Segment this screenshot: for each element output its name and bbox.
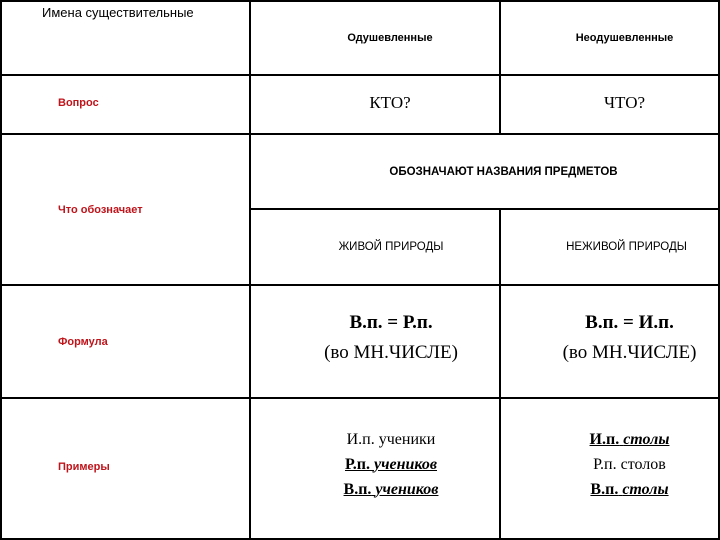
examples-animate [251, 399, 499, 538]
example-case: И.п. [346, 431, 375, 448]
example-case: В.п. [590, 481, 619, 498]
example-word: учеников [373, 456, 438, 473]
example-word: ученики [378, 431, 436, 448]
meaning-animate: ЖИВОЙ ПРИРОДЫ [338, 241, 444, 253]
label-meaning: Что обозначает [58, 203, 143, 216]
example-word: столов [620, 456, 666, 473]
example-word: столы [622, 481, 669, 498]
question-inanimate: ЧТО? [603, 92, 646, 112]
example-animate-accusative [344, 477, 439, 502]
example-word: столы [623, 431, 670, 448]
header-animate: Одушевленные [347, 32, 433, 44]
meaning-inanimate: НЕЖИВОЙ ПРИРОДЫ [566, 241, 687, 253]
label-examples: Примеры [58, 460, 110, 473]
question-animate: КТО? [369, 92, 411, 112]
example-case: В.п. [343, 481, 372, 498]
example-case: Р.п. [593, 456, 617, 473]
meaning-common: ОБОЗНАЧАЮТ НАЗВАНИЯ ПРЕДМЕТОВ [389, 165, 618, 178]
example-inanimate-nominative [590, 427, 670, 452]
examples-inanimate [501, 399, 718, 538]
example-animate-nominative [347, 427, 436, 452]
example-word: учеников [375, 481, 439, 498]
formula-animate-note: (во МН.ЧИСЛЕ) [324, 341, 458, 363]
example-inanimate-genitive [593, 452, 666, 477]
label-question: Вопрос [58, 96, 99, 109]
formula-animate-main: В.п. = Р.п. [349, 311, 433, 333]
label-formula: Формула [58, 335, 108, 348]
corner-header: Имена существительные [42, 5, 194, 20]
example-case: Р.п. [344, 456, 370, 473]
example-case: И.п. [589, 431, 620, 448]
formula-inanimate [501, 286, 718, 397]
formula-inanimate-main: В.п. = И.п. [585, 311, 674, 333]
formula-animate [251, 286, 499, 397]
example-inanimate-accusative [590, 477, 668, 502]
header-inanimate: Неодушевленные [575, 32, 674, 44]
formula-inanimate-note: (во МН.ЧИСЛЕ) [562, 341, 697, 363]
example-animate-genitive [345, 452, 437, 477]
